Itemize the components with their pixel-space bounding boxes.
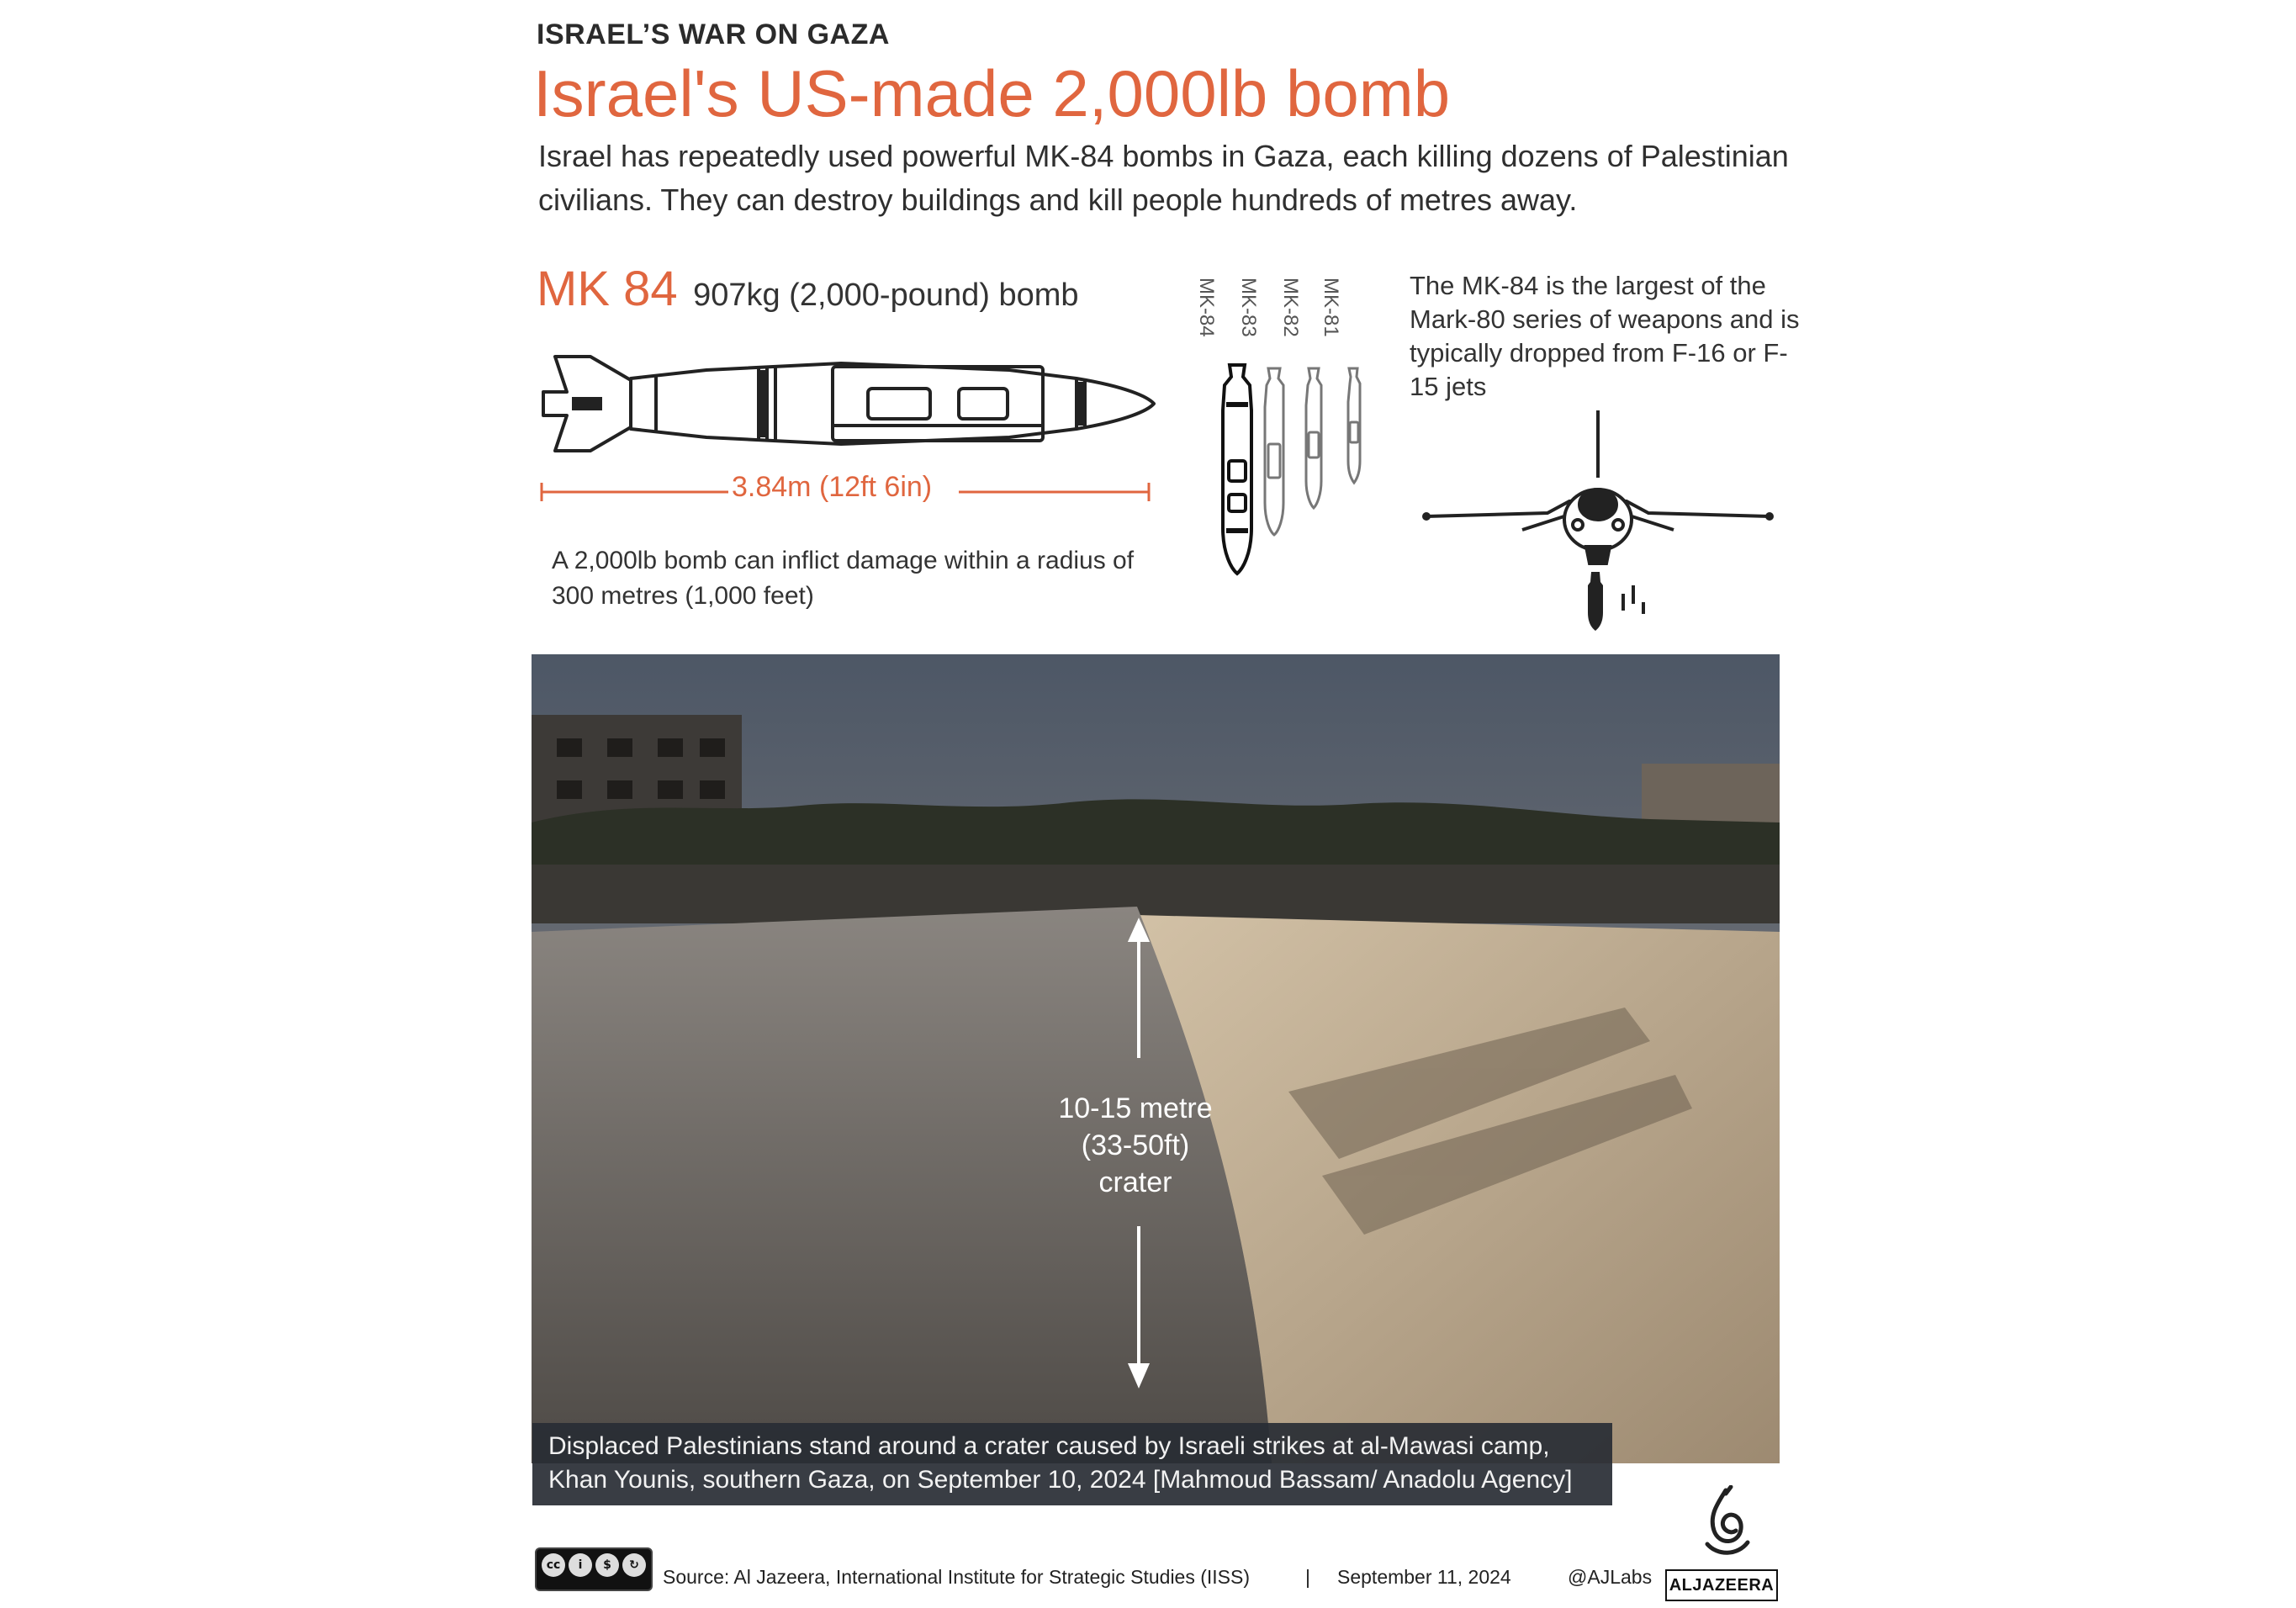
series-note: The MK-84 is the largest of the Mark-80 series of weapons and is typically dropped from F-16 or F-15 jets — [1410, 271, 1800, 401]
series-label-mk81: MK-81 — [1320, 278, 1342, 337]
series-label-mk83: MK-83 — [1237, 278, 1260, 337]
kicker: ISRAEL’S WAR ON GAZA — [537, 19, 890, 50]
bomb-weight: 907kg (2,000-pound) bomb — [693, 278, 1079, 313]
photo-caption: Displaced Palestinians stand around a crater caused by Israeli strikes at al-Mawasi camp, Khan Younis, southern Gaza, on September 10, 2024 [Mahmoud Bassam/ Anadolu Agency] — [548, 1432, 1573, 1494]
bomb-name: MK 84 — [537, 262, 678, 316]
mark80-series-illustration — [1211, 360, 1388, 579]
series-label-mk84: MK-84 — [1195, 278, 1218, 337]
crater-photo — [532, 654, 1780, 1463]
f16-jet-illustration — [1421, 407, 1775, 634]
footer-handle: @AJLabs — [1568, 1566, 1653, 1588]
footer-separator: | — [1305, 1566, 1310, 1588]
bomb-title — [537, 261, 1079, 317]
creative-commons-icon: cc i $ ↻ — [535, 1547, 653, 1591]
footer-date: September 11, 2024 — [1337, 1566, 1511, 1588]
subhead: Israel has repeatedly used powerful MK-84 bombs in Gaza, each killing dozens of Palestinian civilians. They can destroy buildings and kill people hundreds of metres away. — [538, 139, 1789, 217]
aljazeera-brand: ALJAZEERA — [1665, 1569, 1778, 1601]
aljazeera-logo-icon — [1692, 1485, 1759, 1563]
crater-label-line1: 10-15 metre — [1058, 1092, 1213, 1124]
series-label-mk82: MK-82 — [1279, 278, 1302, 337]
footer-source: Source: Al Jazeera, International Institute for Strategic Studies (IISS) — [663, 1566, 1251, 1588]
headline: Israel's US-made 2,000lb bomb — [533, 56, 1451, 130]
bomb-side-illustration — [538, 345, 1161, 463]
crater-label-line3: crater — [1098, 1166, 1172, 1198]
crater-label — [1043, 1090, 1228, 1201]
radius-note: A 2,000lb bomb can inflict damage within a radius of 300 metres (1,000 feet) — [552, 547, 1135, 610]
length-label: 3.84m (12ft 6in) — [732, 471, 933, 503]
crater-label-line2: (33-50ft) — [1081, 1129, 1190, 1161]
